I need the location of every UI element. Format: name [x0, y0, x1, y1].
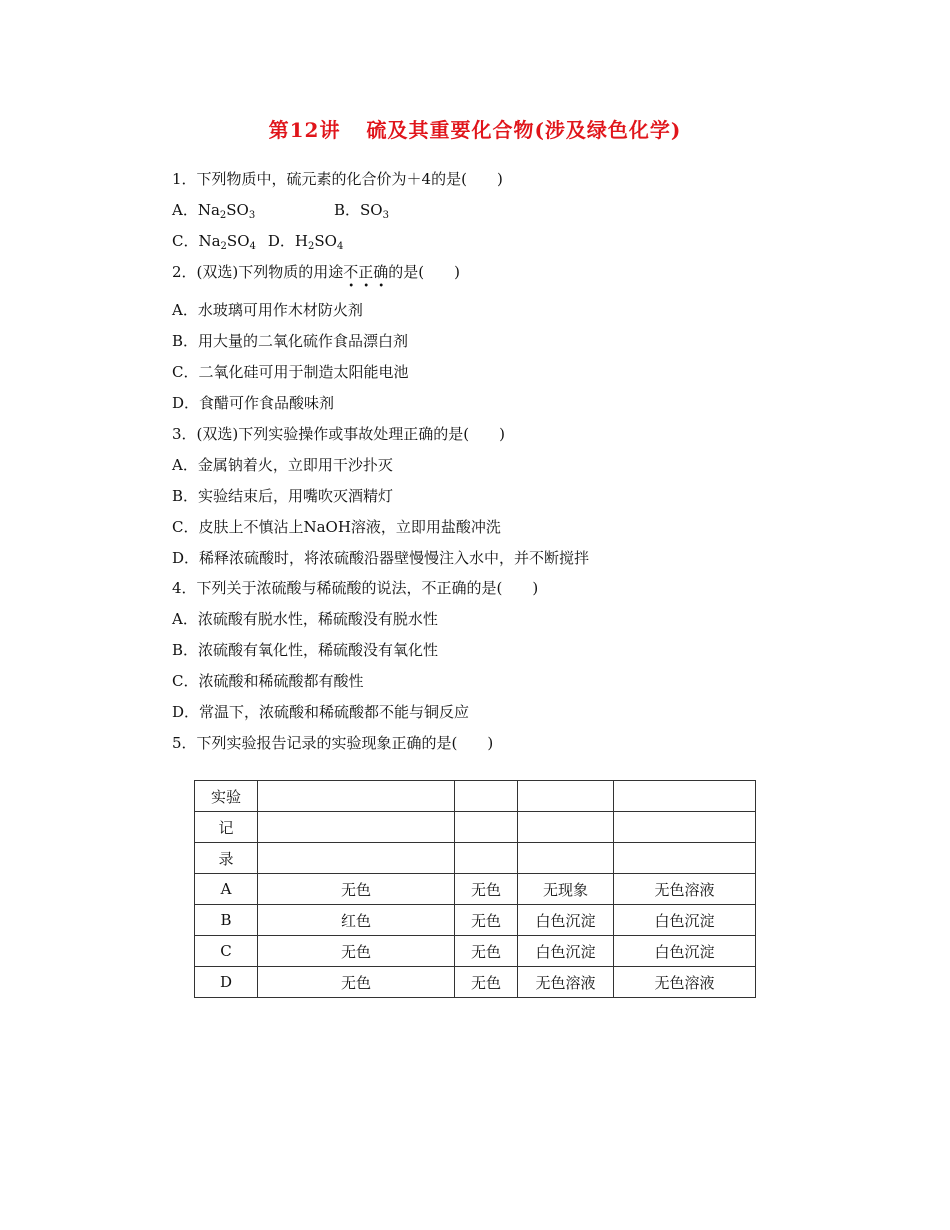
q3-option-a: A．金属钠着火，立即用干沙扑灭 [172, 456, 393, 474]
q2-option-a: A．水玻璃可用作木材防火剂 [172, 301, 363, 319]
q4-option-b: B．浓硫酸有氧化性，稀硫酸没有氧化性 [172, 641, 439, 659]
lesson-topic: 硫及其重要化合物(涉及绿色化学) [366, 118, 682, 142]
q5-stem: 5．下列实验报告记录的实验现象正确的是( ) [172, 734, 494, 752]
table-cell: 无色 [455, 967, 518, 998]
table-row [195, 936, 756, 967]
table-cell: 无现象 [518, 874, 614, 905]
table-cell: D [195, 967, 258, 998]
emphasis-dots: 不正确 • • • [343, 263, 389, 292]
table-cell: 白色沉淀 [614, 936, 756, 967]
table-cell: 无色 [455, 905, 518, 936]
q2-option-d: D．食醋可作食品酸味剂 [172, 394, 335, 412]
q3-stem: 3．(双选)下列实验操作或事故处理正确的是( ) [172, 425, 505, 443]
q1-option-a: A．$Na_2SO_3$ [172, 201, 256, 221]
table-cell: 无色 [258, 936, 455, 967]
table-cell: B [195, 905, 258, 936]
page-title [0, 114, 950, 143]
table-row [195, 781, 756, 812]
table-cell: 无色 [258, 874, 455, 905]
table-cell: 无色溶液 [518, 967, 614, 998]
q3-option-b: B．实验结束后，用嘴吹灭酒精灯 [172, 487, 394, 505]
q1-option-b: B．$SO_3$ [334, 201, 389, 221]
q3-option-d: D．稀释浓硫酸时，将浓硫酸沿器壁慢慢注入水中，并不断搅拌 [172, 549, 590, 567]
table-cell: 白色沉淀 [614, 905, 756, 936]
table-row [195, 812, 756, 843]
q4-option-c: C．浓硫酸和稀硫酸都有酸性 [172, 672, 364, 690]
q2-option-c: C．二氧化硅可用于制造太阳能电池 [172, 363, 409, 381]
table-cell: C [195, 936, 258, 967]
table-cell: 实验 [195, 781, 258, 812]
table-cell: 记 [195, 812, 258, 843]
lesson-number: 第12讲 [268, 118, 341, 142]
q4-stem: 4．下列关于浓硫酸与稀硫酸的说法，不正确的是( ) [172, 579, 539, 597]
q4-option-d: D．常温下，浓硫酸和稀硫酸都不能与铜反应 [172, 703, 470, 721]
q1-stem: 1．下列物质中，硫元素的化合价为＋4的是( ) [172, 170, 503, 188]
q2-stem: 2．(双选)下列物质的用途不正确 • • • 的是( ) [172, 263, 460, 292]
q2-option-b: B．用大量的二氧化硫作食品漂白剂 [172, 332, 409, 350]
table-cell: 红色 [258, 905, 455, 936]
experiment-record-table [194, 780, 756, 998]
table-row [195, 874, 756, 905]
table-row [195, 967, 756, 998]
q1-option-cd: C．$Na_2SO_4$ D．$H_2SO_4$ [172, 232, 344, 252]
table-cell: 无色 [258, 967, 455, 998]
table-cell: A [195, 874, 258, 905]
q3-option-c: C．皮肤上不慎沾上NaOH溶液，立即用盐酸冲洗 [172, 518, 501, 536]
table-row [195, 843, 756, 874]
table-cell: 无色溶液 [614, 967, 756, 998]
table-cell: 白色沉淀 [518, 936, 614, 967]
table-row [195, 905, 756, 936]
table-cell: 无色 [455, 936, 518, 967]
table-cell: 无色溶液 [614, 874, 756, 905]
table-cell: 白色沉淀 [518, 905, 614, 936]
table-cell: 录 [195, 843, 258, 874]
table-cell: 无色 [455, 874, 518, 905]
q4-option-a: A．浓硫酸有脱水性，稀硫酸没有脱水性 [172, 610, 438, 628]
